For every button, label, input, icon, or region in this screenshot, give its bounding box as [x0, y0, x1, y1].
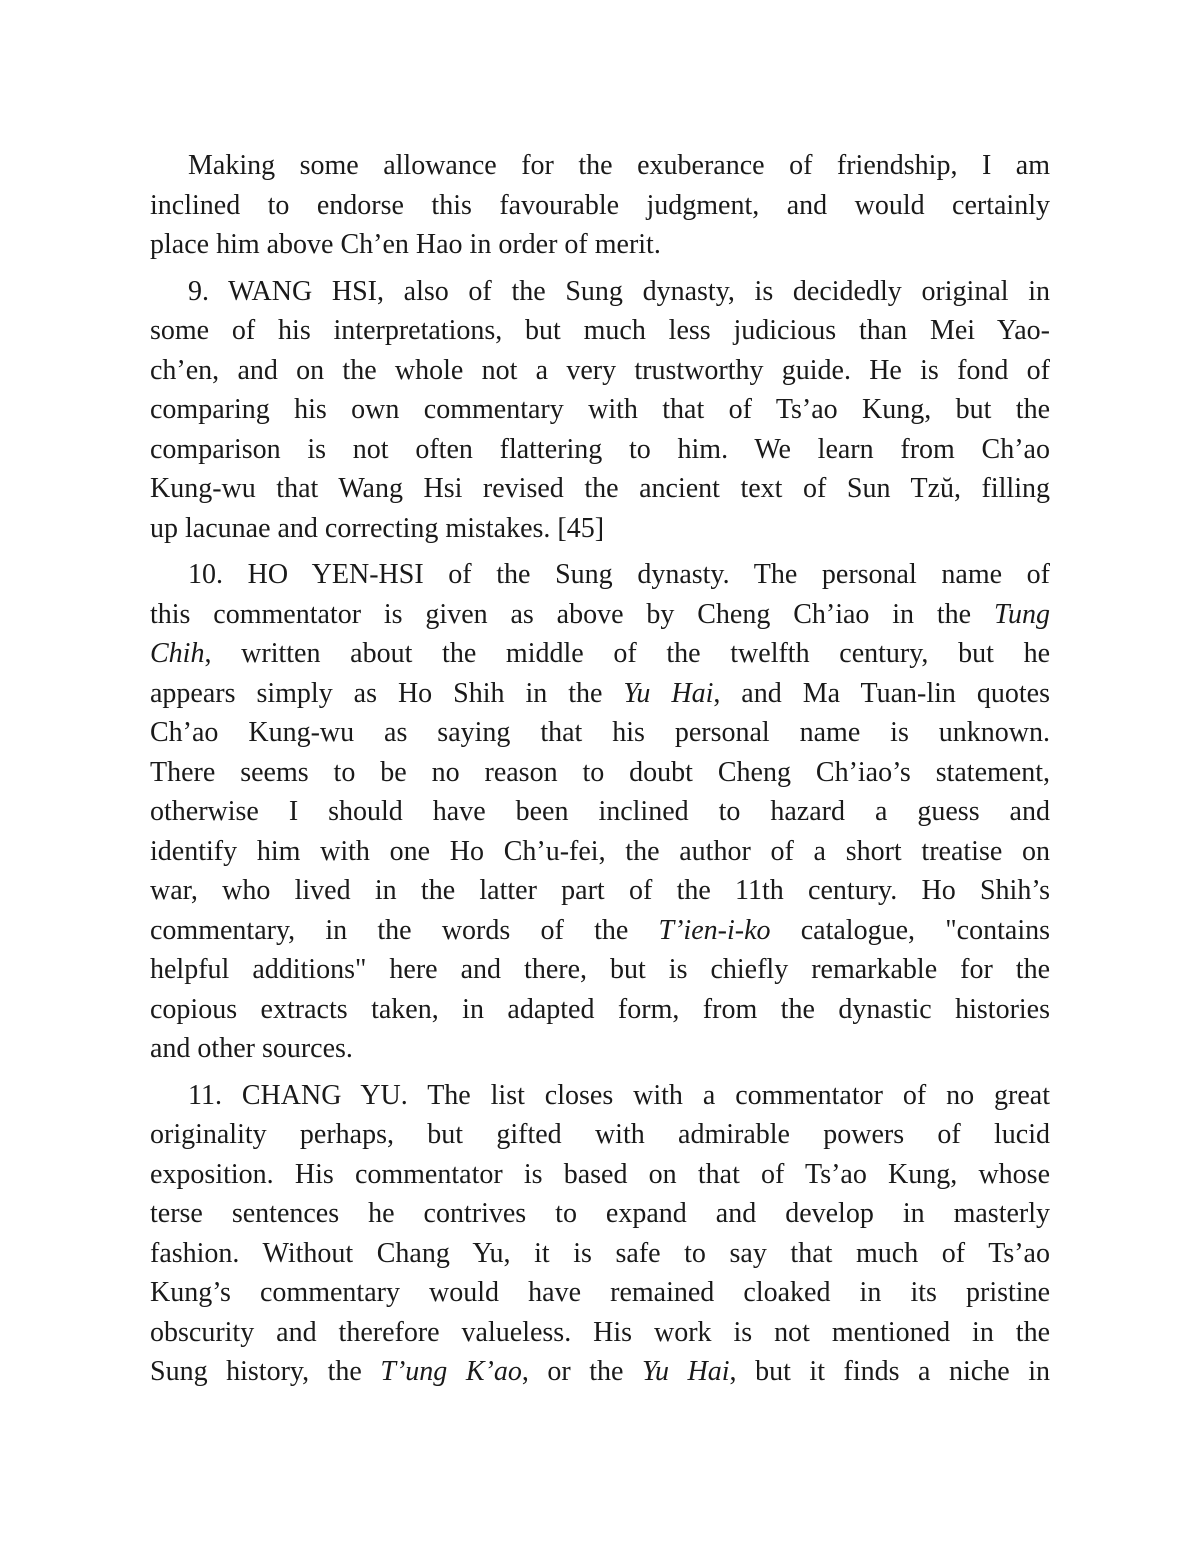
italic-book-title: Yu Hai	[623, 677, 714, 709]
text-line	[150, 311, 1050, 351]
text-segment: 11. CHANG YU. The list closes with a commentator of no great	[188, 1079, 1050, 1111]
text-segment: Kung’s commentary would have remained cloaked in its pristine	[150, 1277, 1050, 1308]
paragraph	[150, 1076, 1050, 1392]
text-segment: , and Ma Tuan-lin quotes	[713, 677, 1050, 709]
text-segment: Making some allowance for the exuberance of friendship, I am	[188, 150, 1050, 181]
italic-book-title: Yu Hai	[642, 1356, 730, 1387]
text-line	[150, 469, 1050, 509]
text-segment: comparing his own commentary with that of Ts’ao Kung, but the	[150, 394, 1050, 425]
text-segment: originality perhaps, but gifted with admirable powers of lucid	[150, 1119, 1050, 1150]
text-segment: ch’en, and on the whole not a very trustworthy guide. He is fond of	[150, 354, 1050, 386]
text-segment: and other sources.	[150, 1033, 353, 1064]
text-segment: Ch’ao Kung-wu as saying that his personal name is unknown.	[150, 717, 1050, 748]
text-line	[150, 911, 1050, 951]
text-segment: 10. HO YEN-HSI of the Sung dynasty. The personal name of	[188, 559, 1050, 590]
italic-book-title: T’ien-i-ko	[658, 914, 771, 946]
text-line	[150, 1155, 1050, 1195]
text-line	[150, 1115, 1050, 1155]
text-line	[150, 990, 1050, 1030]
text-line	[150, 1029, 1050, 1069]
italic-book-title: Chih	[150, 638, 205, 669]
text-segment: commentary, in the words of the	[150, 914, 659, 946]
text-line	[150, 1313, 1050, 1353]
text-segment: comparison is not often flattering to him. We learn from Ch’ao	[150, 433, 1050, 465]
text-line	[150, 1273, 1050, 1313]
text-line	[150, 1194, 1050, 1234]
text-column	[150, 146, 1050, 1399]
text-segment: copious extracts taken, in adapted form, from the dynastic histories	[150, 993, 1050, 1025]
text-segment: 9. WANG HSI, also of the Sung dynasty, is decidedly original in	[188, 275, 1050, 307]
text-segment: some of his interpretations, but much less judicious than Mei Yao-	[150, 315, 1050, 346]
text-segment: exposition. His commentator is based on that of Ts’ao Kung, whose	[150, 1158, 1050, 1190]
text-line	[150, 390, 1050, 430]
text-line	[150, 186, 1050, 226]
text-line	[150, 1234, 1050, 1274]
text-line	[150, 555, 1050, 595]
text-line	[150, 674, 1050, 714]
text-segment: obscurity and therefore valueless. His work is not mentioned in the	[150, 1316, 1050, 1348]
text-segment: war, who lived in the latter part of the 11th century. Ho Shih’s	[150, 875, 1050, 906]
text-line	[150, 225, 1050, 265]
text-segment: this commentator is given as above by Cheng Ch’iao in the	[150, 598, 994, 630]
text-line	[150, 509, 1050, 549]
text-line	[150, 146, 1050, 186]
paragraph	[150, 555, 1050, 1069]
text-segment: , or the	[521, 1356, 642, 1387]
text-line	[150, 950, 1050, 990]
text-segment: inclined to endorse this favourable judgment, and would certainly	[150, 189, 1050, 221]
text-line	[150, 634, 1050, 674]
text-line	[150, 430, 1050, 470]
paragraph	[150, 146, 1050, 265]
text-segment: up lacunae and correcting mistakes. [45]	[150, 512, 605, 544]
text-line	[150, 272, 1050, 312]
paragraph	[150, 272, 1050, 549]
text-segment: identify him with one Ho Ch’u-fei, the author of a short treatise on	[150, 835, 1050, 867]
text-segment: place him above Ch’en Hao in order of merit.	[150, 229, 661, 260]
text-line	[150, 832, 1050, 872]
text-segment: fashion. Without Chang Yu, it is safe to say that much of Ts’ao	[150, 1237, 1050, 1269]
italic-book-title: Tung	[993, 598, 1050, 630]
text-segment: , but it finds a niche in	[729, 1356, 1050, 1387]
text-segment: terse sentences he contrives to expand and develop in masterly	[150, 1198, 1050, 1229]
text-segment: appears simply as Ho Shih in the	[150, 677, 624, 709]
text-segment: There seems to be no reason to doubt Cheng Ch’iao’s statement,	[150, 756, 1050, 788]
text-line	[150, 713, 1050, 753]
text-segment: Sung history, the	[150, 1356, 381, 1387]
italic-book-title: T’ung K’ao	[380, 1356, 522, 1387]
text-segment: helpful additions" here and there, but is chiefly remarkable for the	[150, 954, 1050, 985]
text-segment: , written about the middle of the twelfth century, but he	[204, 638, 1050, 669]
text-line	[150, 871, 1050, 911]
text-line	[150, 595, 1050, 635]
text-line	[150, 792, 1050, 832]
text-line	[150, 753, 1050, 793]
text-segment: otherwise I should have been inclined to hazard a guess and	[150, 796, 1050, 827]
text-line	[150, 1076, 1050, 1116]
text-line	[150, 351, 1050, 391]
text-line	[150, 1352, 1050, 1392]
text-segment: Kung-wu that Wang Hsi revised the ancient text of Sun Tzŭ, filling	[150, 473, 1050, 504]
text-segment: catalogue, "contains	[770, 914, 1050, 946]
